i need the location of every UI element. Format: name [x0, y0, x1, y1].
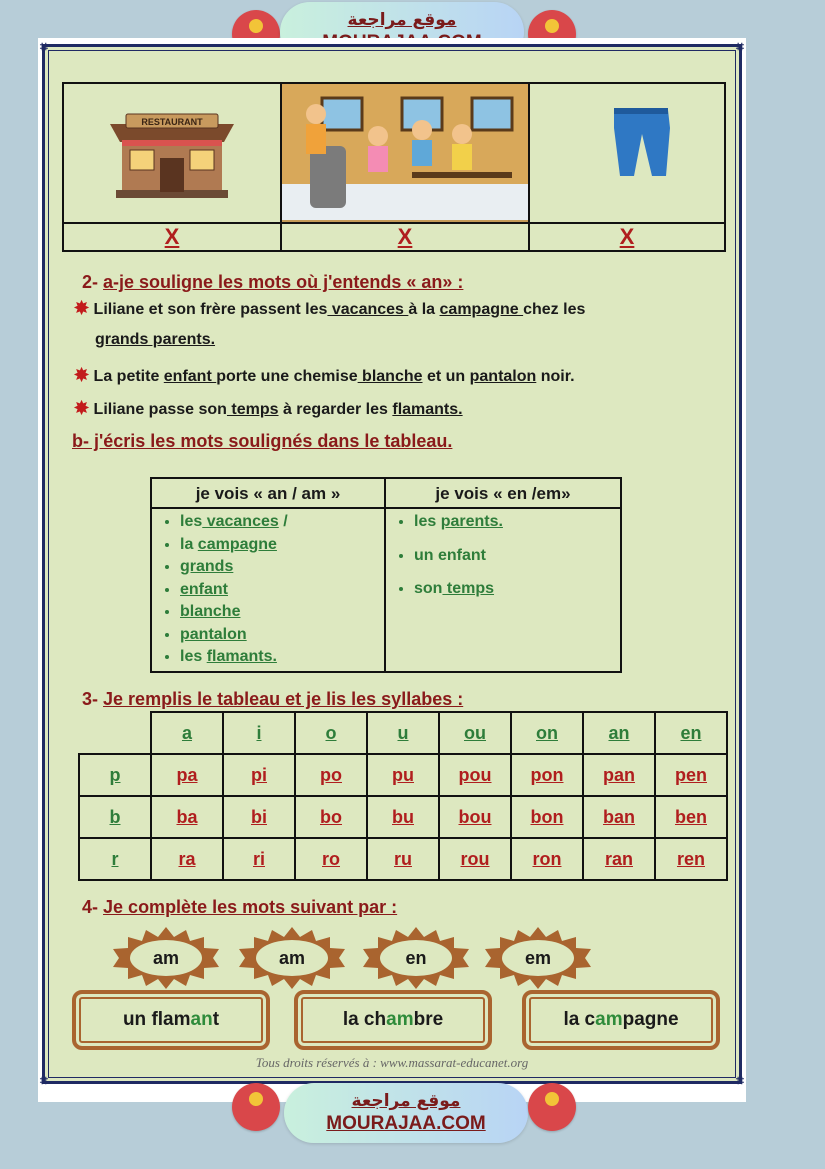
- syllable-cell: ra: [151, 838, 223, 880]
- starburst-badge: em: [482, 927, 594, 989]
- mourajaa-logo: [528, 1083, 576, 1131]
- copyright-footer: Tous droits réservés à : www.massarat-educanet.org: [255, 1055, 529, 1070]
- mourajaa-badge-top[interactable]: موقع مراجعة: [280, 2, 524, 62]
- syllable-cell: pan: [583, 754, 655, 796]
- starburst-badge: am: [110, 927, 222, 989]
- restaurant-icon: [64, 84, 280, 220]
- list-item: • pantalon: [180, 624, 288, 647]
- syllable-cell: pen: [655, 754, 727, 796]
- corner-ornament: ⌗: [40, 38, 48, 54]
- consonant-header: r: [79, 838, 151, 880]
- consonant-header: b: [79, 796, 151, 838]
- list-item: • blanche: [180, 601, 288, 624]
- vowel-header: en: [655, 712, 727, 754]
- list-item: • enfant: [180, 579, 288, 602]
- mourajaa-logo: [232, 1083, 280, 1131]
- word-table: [150, 477, 622, 673]
- syllable-cell: ru: [367, 838, 439, 880]
- pants-picture-cell: [530, 84, 724, 222]
- svg-text:RESTAURANT: RESTAURANT: [141, 117, 203, 127]
- table-corner: [79, 712, 151, 754]
- syllable-cell: ben: [655, 796, 727, 838]
- answer-mark: X: [397, 224, 413, 249]
- vowel-header: ou: [439, 712, 511, 754]
- restaurant-picture-cell: [64, 84, 282, 222]
- syllable-cell: bou: [439, 796, 511, 838]
- answer-mark: X: [619, 224, 635, 249]
- syllable-cell: pu: [367, 754, 439, 796]
- vowel-header: u: [367, 712, 439, 754]
- starburst-badge: am: [236, 927, 348, 989]
- table-row: [79, 754, 727, 796]
- pants-icon: [530, 84, 724, 220]
- syllable-cell: ba: [151, 796, 223, 838]
- exercise-2-title: 2- a-je souligne les mots où j'entends « an» :: [82, 272, 464, 292]
- syllable-cell: bo: [295, 796, 367, 838]
- column-en-em: je vois « en /em»: [386, 479, 620, 509]
- star-bullet-icon: ✸: [74, 398, 90, 418]
- answer-mark: X: [164, 224, 180, 249]
- syllable-cell: pou: [439, 754, 511, 796]
- syllable-cell: bu: [367, 796, 439, 838]
- consonant-header: p: [79, 754, 151, 796]
- syllable-cell: ran: [583, 838, 655, 880]
- list-item: • un enfant: [414, 545, 503, 568]
- syllable-cell: ban: [583, 796, 655, 838]
- syllable-table: [78, 711, 728, 881]
- exercise-4-title: 4- Je complète les mots suivant par :: [82, 897, 398, 917]
- column-divider: [384, 507, 386, 671]
- syllable-cell: pa: [151, 754, 223, 796]
- exercise-3-title: 3- Je remplis le tableau et je lis les syllabes :: [82, 689, 464, 709]
- vowel-header: an: [583, 712, 655, 754]
- sentence-3: ✸ Liliane passe son temps à regarder les flamants.: [74, 398, 463, 418]
- sentence-1: ✸ Liliane et son frère passent les vacances à la campagne chez les: [74, 298, 586, 318]
- syllable-cell: ri: [223, 838, 295, 880]
- star-bullet-icon: ✸: [74, 365, 90, 385]
- mourajaa-badge-bottom[interactable]: موقع مراجعة MOURAJAA.COM: [284, 1083, 528, 1143]
- exercise-2b-title: b- j'écris les mots soulignés dans le tableau.: [72, 431, 453, 451]
- table-row: [79, 796, 727, 838]
- syllable-cell: rou: [439, 838, 511, 880]
- corner-ornament: ⌗: [736, 1072, 744, 1088]
- picture-table: [62, 82, 726, 252]
- vowel-header: a: [151, 712, 223, 754]
- vowel-header: on: [511, 712, 583, 754]
- cafe-scene-illustration: [282, 84, 528, 220]
- word-box: la chambre: [294, 990, 492, 1050]
- vowel-header: o: [295, 712, 367, 754]
- table-row: [79, 838, 727, 880]
- list-item: • son temps: [414, 578, 503, 601]
- syllable-cell: ron: [511, 838, 583, 880]
- sentence-1-continued: grands parents.: [95, 331, 216, 348]
- cafe-picture-cell: [282, 84, 530, 222]
- list-item: • les vacances /: [180, 511, 288, 534]
- star-bullet-icon: ✸: [74, 298, 90, 318]
- syllable-cell: bon: [511, 796, 583, 838]
- vowel-header: i: [223, 712, 295, 754]
- starburst-badge: en: [360, 927, 472, 989]
- list-item: • grands: [180, 556, 288, 579]
- corner-ornament: ⌗: [736, 38, 744, 54]
- list-item: • les parents.: [414, 511, 503, 534]
- en-em-list: [388, 511, 503, 601]
- sentence-2: ✸ La petite enfant porte une chemise blanche et un pantalon noir.: [74, 365, 575, 385]
- syllable-cell: bi: [223, 796, 295, 838]
- syllable-cell: pon: [511, 754, 583, 796]
- list-item: • la campagne: [180, 534, 288, 557]
- word-box: un flamant: [72, 990, 270, 1050]
- syllable-cell: po: [295, 754, 367, 796]
- list-item: • les flamants.: [180, 646, 288, 669]
- an-am-list: [154, 511, 288, 669]
- word-box: la campagne: [522, 990, 720, 1050]
- syllable-cell: ren: [655, 838, 727, 880]
- column-an-am: je vois « an / am »: [152, 479, 386, 509]
- syllable-cell: pi: [223, 754, 295, 796]
- corner-ornament: ⌗: [40, 1072, 48, 1088]
- syllable-cell: ro: [295, 838, 367, 880]
